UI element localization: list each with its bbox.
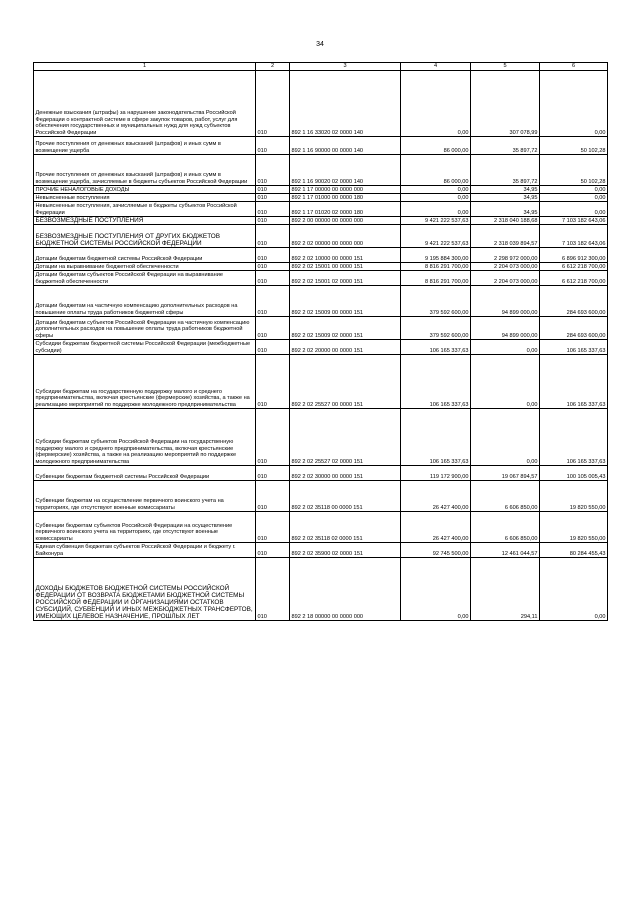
row-code: 010 xyxy=(256,286,290,317)
table-row xyxy=(34,466,608,481)
row-plan-value: 9 421 222 537,63 xyxy=(401,225,471,248)
row-unexecuted-value: 106 165 337,63 xyxy=(540,340,608,355)
row-plan-value: 26 427 400,00 xyxy=(401,512,471,543)
row-kbk: 892 2 02 15009 00 0000 151 xyxy=(290,286,401,317)
row-code: 010 xyxy=(256,355,290,409)
row-unexecuted-value: 0,00 xyxy=(540,194,608,202)
column-header: 1 xyxy=(34,63,256,71)
row-unexecuted-value: 19 820 550,00 xyxy=(540,512,608,543)
row-executed-value: 34,95 xyxy=(471,194,540,202)
row-kbk: 892 2 02 35900 02 0000 151 xyxy=(290,543,401,558)
row-kbk: 892 2 02 35118 02 0000 151 xyxy=(290,512,401,543)
row-executed-value: 0,00 xyxy=(471,340,540,355)
row-kbk: 892 2 02 35118 00 0000 151 xyxy=(290,481,401,512)
row-kbk: 892 2 02 15001 02 0000 151 xyxy=(290,271,401,286)
row-plan-value: 9 421 222 537,63 xyxy=(401,217,471,225)
column-header: 6 xyxy=(540,63,608,71)
row-code: 010 xyxy=(256,202,290,217)
row-name: Субвенции бюджетам субъектов Российской Федерации на осуществление первичного воинского учета на территориях, где отсутствуют военные комиссариаты xyxy=(34,512,256,543)
row-executed-value: 34,95 xyxy=(471,186,540,194)
row-name: Прочие поступления от денежных взысканий (штрафов) и иных сумм в возмещение ущерба xyxy=(34,137,256,155)
row-unexecuted-value: 284 693 600,00 xyxy=(540,317,608,340)
row-name: Дотации бюджетам бюджетной системы Российской Федерации xyxy=(34,248,256,263)
table-row xyxy=(34,217,608,225)
column-header: 2 xyxy=(256,63,290,71)
row-plan-value: 106 165 337,63 xyxy=(401,340,471,355)
row-executed-value: 2 204 073 000,00 xyxy=(471,263,540,271)
row-name: БЕЗВОЗМЕЗДНЫЕ ПОСТУПЛЕНИЯ xyxy=(34,217,256,225)
row-unexecuted-value: 0,00 xyxy=(540,71,608,137)
row-unexecuted-value: 6 612 218 700,00 xyxy=(540,263,608,271)
row-plan-value: 26 427 400,00 xyxy=(401,481,471,512)
row-name: Дотации на выравнивание бюджетной обеспеченности xyxy=(34,263,256,271)
table-row xyxy=(34,137,608,155)
row-plan-value: 9 195 884 300,00 xyxy=(401,248,471,263)
row-code: 010 xyxy=(256,317,290,340)
table-row xyxy=(34,271,608,286)
table-row xyxy=(34,409,608,466)
row-name: ПРОЧИЕ НЕНАЛОГОВЫЕ ДОХОДЫ xyxy=(34,186,256,194)
row-name: Единая субвенция бюджетам субъектов Российской Федерации и бюджету г. Байконура xyxy=(34,543,256,558)
row-kbk: 892 1 16 90020 02 0000 140 xyxy=(290,155,401,186)
row-kbk: 892 2 02 30000 00 0000 151 xyxy=(290,466,401,481)
table-row xyxy=(34,202,608,217)
row-code: 010 xyxy=(256,263,290,271)
row-name: Субвенции бюджетам бюджетной системы Российской Федерации xyxy=(34,466,256,481)
row-plan-value: 92 745 500,00 xyxy=(401,543,471,558)
row-code: 010 xyxy=(256,217,290,225)
row-kbk: 892 1 17 01000 00 0000 180 xyxy=(290,194,401,202)
table-row xyxy=(34,194,608,202)
row-name: Дотации бюджетам субъектов Российской Федерации на частичную компенсацию дополнительных расходов на повышение оплаты труда работников бюджетной сферы xyxy=(34,317,256,340)
row-executed-value: 35 897,72 xyxy=(471,155,540,186)
row-code: 010 xyxy=(256,340,290,355)
column-header: 3 xyxy=(290,63,401,71)
row-code: 010 xyxy=(256,225,290,248)
row-kbk: 892 2 00 00000 00 0000 000 xyxy=(290,217,401,225)
table-row xyxy=(34,248,608,263)
row-executed-value: 6 606 850,00 xyxy=(471,512,540,543)
row-plan-value: 86 000,00 xyxy=(401,155,471,186)
row-name: Невыясненные поступления, зачисляемые в бюджеты субъектов Российской Федерации xyxy=(34,202,256,217)
row-executed-value: 12 461 044,57 xyxy=(471,543,540,558)
row-unexecuted-value: 7 103 182 643,06 xyxy=(540,217,608,225)
row-unexecuted-value: 50 102,28 xyxy=(540,137,608,155)
row-unexecuted-value: 0,00 xyxy=(540,202,608,217)
row-executed-value: 0,00 xyxy=(471,355,540,409)
table-row xyxy=(34,558,608,621)
row-name: Субвенции бюджетам на осуществление первичного воинского учета на территориях, где отсутствуют военные комиссариаты xyxy=(34,481,256,512)
row-code: 010 xyxy=(256,512,290,543)
row-executed-value: 2 318 039 894,57 xyxy=(471,225,540,248)
row-executed-value: 19 067 894,57 xyxy=(471,466,540,481)
row-code: 010 xyxy=(256,71,290,137)
row-executed-value: 2 318 040 188,68 xyxy=(471,217,540,225)
row-kbk: 892 1 17 00000 00 0000 000 xyxy=(290,186,401,194)
row-unexecuted-value: 7 103 182 643,06 xyxy=(540,225,608,248)
row-executed-value: 94 899 000,00 xyxy=(471,286,540,317)
row-name: Невыясненные поступления xyxy=(34,194,256,202)
revenue-table xyxy=(33,62,608,621)
row-plan-value: 379 592 600,00 xyxy=(401,317,471,340)
row-plan-value: 8 816 291 700,00 xyxy=(401,263,471,271)
row-name: Прочие поступления от денежных взысканий (штрафов) и иных сумм в возмещение ущерба, зачисляемые в бюджеты субъектов Российской Федерации xyxy=(34,155,256,186)
column-header: 4 xyxy=(401,63,471,71)
row-plan-value: 0,00 xyxy=(401,558,471,621)
row-name: Денежные взыскания (штрафы) за нарушение законодательства Российской Федерации о контрактной системе в сфере закупок товаров, работ, услуг для обеспечения государственных и муниципальных нужд для нужд субъектов Российской Федерации xyxy=(34,71,256,137)
row-kbk: 892 1 17 01020 02 0000 180 xyxy=(290,202,401,217)
table-row xyxy=(34,286,608,317)
row-name: Дотации бюджетам субъектов Российской Федерации на выравнивание бюджетной обеспеченности xyxy=(34,271,256,286)
row-kbk: 892 2 02 15009 02 0000 151 xyxy=(290,317,401,340)
row-executed-value: 94 899 000,00 xyxy=(471,317,540,340)
page-number: 34 xyxy=(316,41,324,48)
row-kbk: 892 2 02 00000 00 0000 000 xyxy=(290,225,401,248)
row-code: 010 xyxy=(256,271,290,286)
row-kbk: 892 2 02 25527 02 0000 151 xyxy=(290,409,401,466)
row-name: БЕЗВОЗМЕЗДНЫЕ ПОСТУПЛЕНИЯ ОТ ДРУГИХ БЮДЖЕТОВ БЮДЖЕТНОЙ СИСТЕМЫ РОССИЙСКОЙ ФЕДЕРАЦИИ xyxy=(34,225,256,248)
row-code: 010 xyxy=(256,466,290,481)
row-executed-value: 35 897,72 xyxy=(471,137,540,155)
table-row xyxy=(34,71,608,137)
table-row xyxy=(34,543,608,558)
row-kbk: 892 2 18 00000 00 0000 000 xyxy=(290,558,401,621)
table-row xyxy=(34,317,608,340)
row-executed-value: 0,00 xyxy=(471,409,540,466)
row-code: 010 xyxy=(256,186,290,194)
row-name: Субсидии бюджетам бюджетной системы Российской Федерации (межбюджетные субсидии) xyxy=(34,340,256,355)
row-code: 010 xyxy=(256,155,290,186)
row-unexecuted-value: 284 693 600,00 xyxy=(540,286,608,317)
table-row xyxy=(34,225,608,248)
row-unexecuted-value: 106 165 337,63 xyxy=(540,409,608,466)
row-plan-value: 0,00 xyxy=(401,202,471,217)
row-name: Субсидии бюджетам на государственную поддержку малого и среднего предпринимательства, включая крестьянские (фермерские) хозяйства, а также на реализацию мероприятий по поддержке молодежного предпринимательства xyxy=(34,355,256,409)
row-unexecuted-value: 100 105 005,43 xyxy=(540,466,608,481)
row-unexecuted-value: 80 284 455,43 xyxy=(540,543,608,558)
row-code: 010 xyxy=(256,543,290,558)
row-unexecuted-value: 0,00 xyxy=(540,186,608,194)
row-kbk: 892 2 02 20000 00 0000 151 xyxy=(290,340,401,355)
row-unexecuted-value: 0,00 xyxy=(540,558,608,621)
row-name: Дотации бюджетам на частичную компенсацию дополнительных расходов на повышение оплаты труда работников бюджетной сферы xyxy=(34,286,256,317)
row-plan-value: 86 000,00 xyxy=(401,137,471,155)
row-name: ДОХОДЫ БЮДЖЕТОВ БЮДЖЕТНОЙ СИСТЕМЫ РОССИЙСКОЙ ФЕДЕРАЦИИ ОТ ВОЗВРАТА БЮДЖЕТАМИ БЮДЖЕТНОЙ СИСТЕМЫ РОССИЙСКОЙ ФЕДЕРАЦИИ И ОРГАНИЗАЦИЯМИ ОСТАТКОВ СУБСИДИЙ, СУБВЕНЦИЙ И ИНЫХ МЕЖБЮДЖЕТНЫХ ТРАНСФЕРТОВ, ИМЕЮЩИХ ЦЕЛЕВОЕ НАЗНАЧЕНИЕ, ПРОШЛЫХ ЛЕТ xyxy=(34,558,256,621)
table-row xyxy=(34,155,608,186)
row-plan-value: 106 165 337,63 xyxy=(401,409,471,466)
row-plan-value: 0,00 xyxy=(401,71,471,137)
row-executed-value: 34,95 xyxy=(471,202,540,217)
row-plan-value: 119 172 900,00 xyxy=(401,466,471,481)
row-kbk: 892 1 16 33020 02 0000 140 xyxy=(290,71,401,137)
row-unexecuted-value: 50 102,28 xyxy=(540,155,608,186)
row-code: 010 xyxy=(256,194,290,202)
row-plan-value: 0,00 xyxy=(401,194,471,202)
row-unexecuted-value: 106 165 337,63 xyxy=(540,355,608,409)
table-header-row xyxy=(34,63,608,71)
row-executed-value: 6 606 850,00 xyxy=(471,481,540,512)
column-header: 5 xyxy=(471,63,540,71)
table-row xyxy=(34,263,608,271)
row-code: 010 xyxy=(256,481,290,512)
row-unexecuted-value: 19 820 550,00 xyxy=(540,481,608,512)
row-plan-value: 0,00 xyxy=(401,186,471,194)
row-kbk: 892 2 02 10000 00 0000 151 xyxy=(290,248,401,263)
row-code: 010 xyxy=(256,558,290,621)
row-executed-value: 307 078,99 xyxy=(471,71,540,137)
row-plan-value: 8 816 291 700,00 xyxy=(401,271,471,286)
row-kbk: 892 1 16 90000 00 0000 140 xyxy=(290,137,401,155)
row-code: 010 xyxy=(256,137,290,155)
row-name: Субсидии бюджетам субъектов Российской Федерации на государственную поддержку малого и среднего предпринимательства, включая крестьянские (фермерские) хозяйства, а также на реализацию мероприятий по поддержке молодежного предпринимательства xyxy=(34,409,256,466)
table-row xyxy=(34,186,608,194)
row-unexecuted-value: 6 612 218 700,00 xyxy=(540,271,608,286)
table-row xyxy=(34,481,608,512)
row-code: 010 xyxy=(256,248,290,263)
table-row xyxy=(34,340,608,355)
row-executed-value: 294,11 xyxy=(471,558,540,621)
row-plan-value: 106 165 337,63 xyxy=(401,355,471,409)
row-plan-value: 379 592 600,00 xyxy=(401,286,471,317)
table-row xyxy=(34,355,608,409)
row-code: 010 xyxy=(256,409,290,466)
row-unexecuted-value: 6 896 912 300,00 xyxy=(540,248,608,263)
row-kbk: 892 2 02 15001 00 0000 151 xyxy=(290,263,401,271)
row-executed-value: 2 298 972 000,00 xyxy=(471,248,540,263)
row-executed-value: 2 204 073 000,00 xyxy=(471,271,540,286)
row-kbk: 892 2 02 25527 00 0000 151 xyxy=(290,355,401,409)
table-row xyxy=(34,512,608,543)
